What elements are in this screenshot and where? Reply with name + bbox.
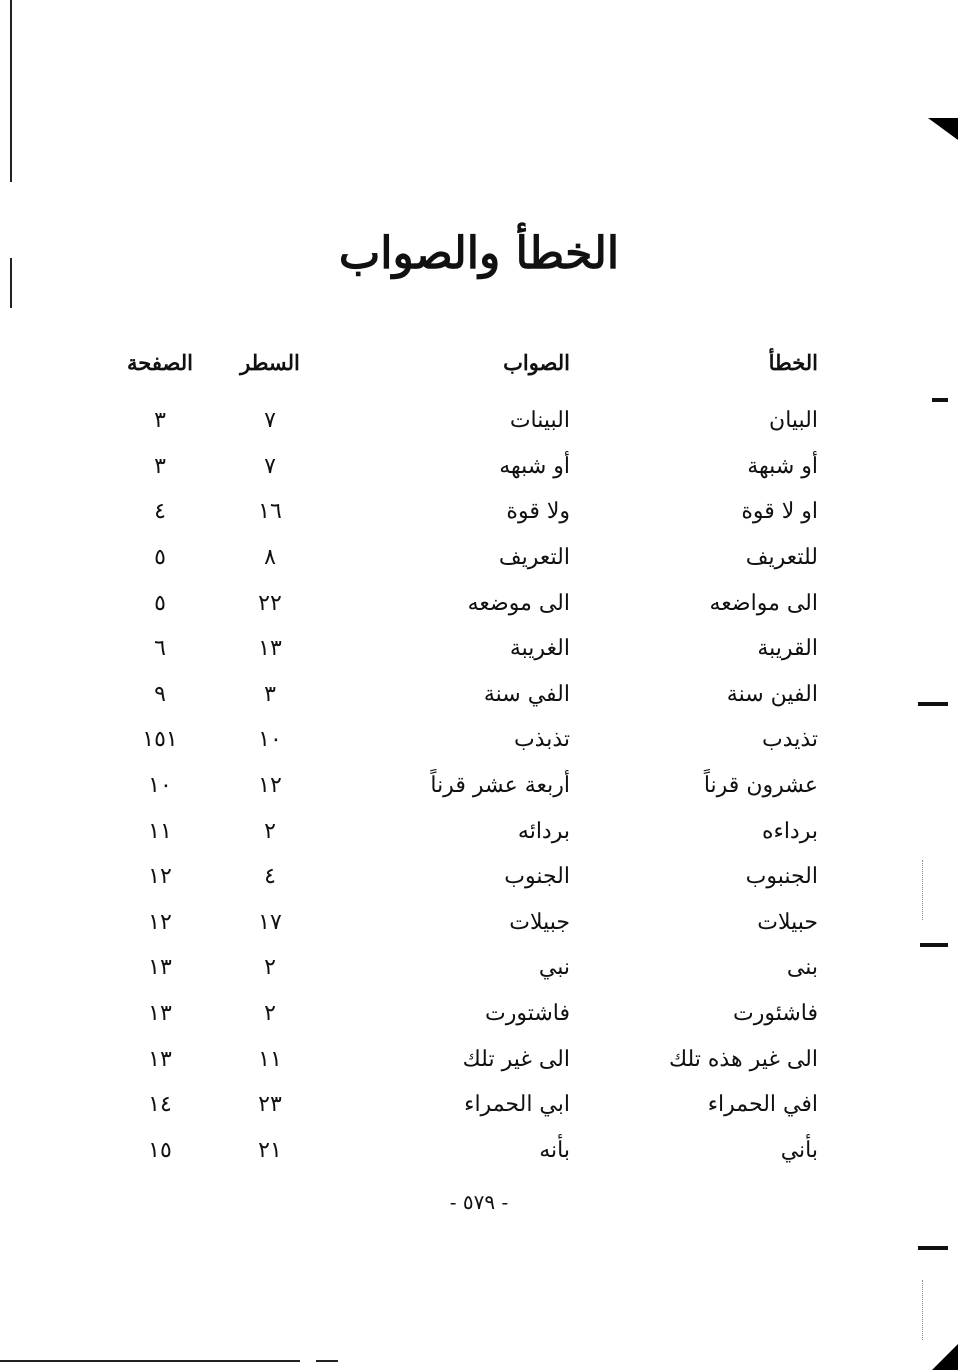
cell-wrong: الى غير هذه تلك [668, 1046, 818, 1072]
scan-edge-tick [918, 702, 948, 706]
cell-page: ٥ [154, 590, 166, 616]
cell-page: ١٢ [148, 864, 172, 890]
table-row [100, 444, 820, 490]
scan-bottom-rule [0, 1360, 300, 1362]
cell-right: الفي سنة [483, 681, 570, 707]
errata-table [100, 340, 820, 1173]
cell-page: ١٢ [148, 909, 172, 935]
scan-dots [922, 860, 924, 920]
cell-right: ولا قوة [506, 499, 570, 525]
cell-line: ١٦ [258, 499, 282, 525]
cell-wrong: للتعريف [745, 545, 818, 571]
cell-line: ٢٣ [258, 1092, 282, 1118]
cell-line: ٢ [264, 955, 276, 981]
table-body [100, 398, 820, 1173]
cell-right: التعريف [498, 545, 570, 571]
cell-line: ١٠ [258, 727, 282, 753]
cell-right: أربعة عشر قرناً [430, 773, 570, 799]
table-row [100, 945, 820, 991]
cell-page: ١١ [148, 818, 172, 844]
cell-wrong: البيان [769, 408, 818, 434]
table-row [100, 1128, 820, 1174]
cell-line: ١٧ [258, 909, 282, 935]
scan-corner-mark [932, 1344, 958, 1370]
cell-page: ١٣ [148, 955, 172, 981]
cell-wrong: برداءه [761, 818, 818, 844]
cell-line: ٢ [264, 1001, 276, 1027]
table-header-row [100, 340, 820, 384]
cell-line: ٨ [264, 545, 276, 571]
cell-page: ٦ [154, 636, 166, 662]
cell-right: أو شبهه [499, 453, 570, 479]
cell-page: ٥ [154, 545, 166, 571]
cell-line: ٢ [264, 818, 276, 844]
cell-wrong: القريبة [757, 636, 818, 662]
table-row [100, 1036, 820, 1082]
cell-page: ١٣ [148, 1001, 172, 1027]
cell-right: فاشتورت [485, 1001, 570, 1027]
cell-right: بردائه [517, 818, 570, 844]
cell-line: ٤ [264, 864, 276, 890]
cell-page: ١٥١ [142, 727, 178, 753]
cell-line: ٧ [264, 453, 276, 479]
scan-dots [922, 1280, 924, 1340]
cell-line: ١١ [258, 1046, 282, 1072]
cell-line: ٢٢ [258, 590, 282, 616]
cell-wrong: او لا قوة [741, 499, 818, 525]
header-right: الصواب [503, 349, 570, 375]
cell-right: بأنه [539, 1137, 570, 1163]
cell-line: ٢١ [258, 1137, 282, 1163]
cell-page: ١٠ [148, 773, 172, 799]
cell-right: الغريبة [509, 636, 570, 662]
cell-right: جبيلات [509, 909, 570, 935]
table-row [100, 489, 820, 535]
table-row [100, 717, 820, 763]
cell-right: ابي الحمراء [464, 1092, 570, 1118]
page-title: الخطأ والصواب [338, 228, 620, 279]
table-row [100, 535, 820, 581]
table-row [100, 808, 820, 854]
header-line: السطر [240, 349, 300, 375]
cell-line: ٣ [264, 681, 276, 707]
cell-wrong: فاشئورت [733, 1001, 818, 1027]
cell-page: ١٥ [148, 1137, 172, 1163]
scan-corner-mark [928, 118, 958, 140]
table-row [100, 1082, 820, 1128]
cell-page: ١٣ [148, 1046, 172, 1072]
table-row [100, 854, 820, 900]
cell-wrong: الفين سنة [726, 681, 818, 707]
cell-wrong: حبيلات [757, 909, 818, 935]
cell-wrong: تذيدب [761, 727, 818, 753]
cell-line: ١٣ [258, 636, 282, 662]
table-row [100, 626, 820, 672]
table-row [100, 763, 820, 809]
scan-edge-tick [920, 943, 948, 947]
cell-right: نبي [538, 955, 570, 981]
cell-page: ٤ [154, 499, 166, 525]
header-page: الصفحة [127, 349, 193, 375]
cell-wrong: الجنبوب [745, 864, 818, 890]
cell-page: ٩ [154, 681, 166, 707]
cell-right: الى موضعه [467, 590, 570, 616]
cell-wrong: الى مواضعه [709, 590, 818, 616]
scan-edge-line [10, 0, 12, 182]
scan-edge-tick [918, 1246, 948, 1250]
header-wrong: الخطأ [768, 349, 818, 375]
table-row [100, 672, 820, 718]
table-row [100, 580, 820, 626]
cell-wrong: عشرون قرناً [703, 773, 818, 799]
cell-right: تذبذب [513, 727, 570, 753]
table-row [100, 398, 820, 444]
cell-line: ٧ [264, 408, 276, 434]
cell-page: ١٤ [148, 1092, 172, 1118]
cell-page: ٣ [154, 453, 166, 479]
table-row [100, 900, 820, 946]
cell-wrong: بأني [780, 1137, 818, 1163]
scan-edge-tick [932, 398, 948, 402]
table-row [100, 991, 820, 1037]
cell-right: البينات [509, 408, 570, 434]
cell-page: ٣ [154, 408, 166, 434]
cell-wrong: بنى [786, 955, 818, 981]
cell-wrong: افي الحمراء [707, 1092, 818, 1118]
cell-right: الجنوب [504, 864, 570, 890]
page-number: - ٥٧٩ - [449, 1190, 509, 1214]
scan-bottom-rule [316, 1360, 338, 1362]
cell-right: الى غير تلك [462, 1046, 570, 1072]
cell-line: ١٢ [258, 773, 282, 799]
cell-wrong: أو شبهة [747, 453, 818, 479]
